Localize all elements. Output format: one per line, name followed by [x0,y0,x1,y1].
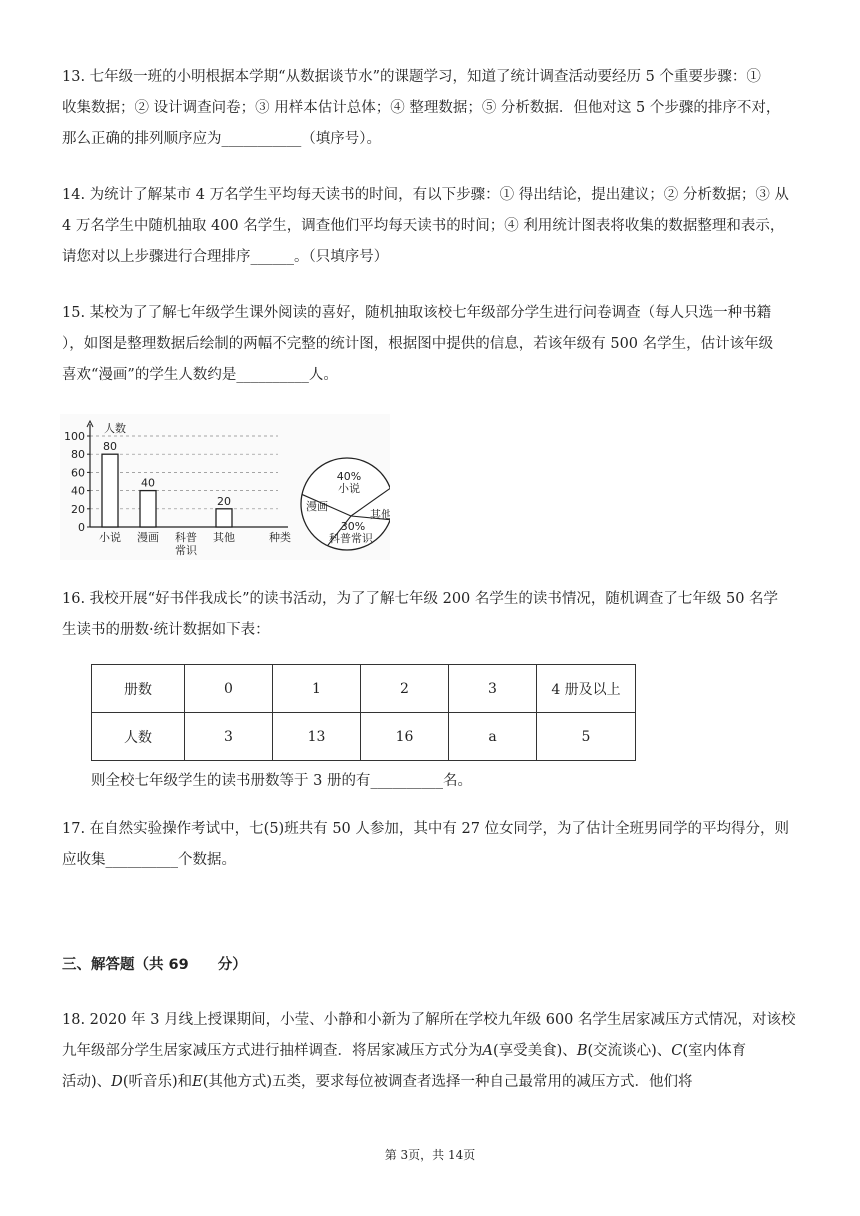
pie-value-label: 40% [336,470,362,483]
table-cell: 16 [361,713,449,761]
statistics-figure [60,414,390,560]
q15-line-3: 喜欢“漫画”的学生人数约是__________人。 [62,367,338,383]
option-d-letter: D [111,1074,123,1090]
pie-slice-label: 小说 [338,482,360,495]
q14-line-2: 4 万名学生中随机抽取 400 名学生，调查他们平均每天读书的时间；④ 利用统计图表将收集的数据整理和表示， [62,218,785,234]
bar-data-label: 80 [103,440,117,454]
q18-text: (享受美食)、 [492,1043,577,1059]
q18-line-3 [62,1067,802,1098]
question-13 [62,62,802,155]
q18-text: (室内体育 [682,1043,747,1059]
pie-slice-label: 科普常识 [329,532,373,545]
table-cell: 13 [273,713,361,761]
y-axis-label: 人数 [104,422,126,435]
table-cell: 2 [361,665,449,713]
charts-svg [60,414,390,560]
table-cell: 3 [449,665,537,713]
question-16 [62,584,802,646]
y-tick-label: 60 [71,466,85,480]
question-15 [62,298,802,391]
pie-slice-label: 漫画 [306,500,328,513]
q18-text: (其他方式)五类，要求每位被调查者选择一种自己最常用的减压方式．他们将 [202,1074,693,1090]
q13-line-2: 收集数据；② 设计调查问卷；③ 用样本估计总体；④ 整理数据；⑤ 分析数据．但他对这 5 个步骤的排序不对， [62,100,781,116]
q18-line-2 [62,1036,802,1067]
q15-line-2: ），如图是整理数据后绘制的两幅不完整的统计图，根据图中提供的信息，若该年级有 500 名学生，估计该年级 [62,336,774,352]
question-18 [62,1005,802,1098]
y-tick-label: 20 [71,502,85,516]
y-tick-label: 40 [71,484,85,498]
pie-value-label: 30% [340,520,366,533]
table-row [92,665,636,713]
question-14 [62,180,802,273]
y-tick-label: 0 [78,521,85,534]
bar-chart [64,421,291,557]
table-cell: 0 [185,665,273,713]
table-cell: 册数 [92,665,185,713]
question-17 [62,814,802,876]
section-heading: 三、解答题（共 69 分） [62,957,247,973]
q16-line-1: 16. 我校开展“好书伴我成长”的读书活动，为了了解七年级 200 名学生的读书情况，随机调查了七年级 50 名学 [62,591,779,607]
q17-line-1: 17. 在自然实验操作考试中，七(5)班共有 50 人参加，其中有 27 位女同学，为了估计全班男同学的平均得分，则 [62,821,790,837]
q16-question-text: 则全校七年级学生的读书册数等于 3 册的有__________名。 [91,773,472,789]
option-b-letter: B [576,1043,588,1059]
table-row [92,713,636,761]
q18-text: 九年级部分学生居家减压方式进行抽样调查．将居家减压方式分为 [62,1043,483,1059]
option-a-letter: A [482,1043,493,1059]
x-tick-label: 漫画 [137,531,159,544]
q14-line-3: 请您对以上步骤进行合理排序______。（只填序号） [62,249,389,265]
q18-text: (听音乐)和 [122,1074,193,1090]
table-cell: 4 册及以上 [537,665,636,713]
option-c-letter: C [671,1043,683,1059]
bar [140,491,156,527]
page-footer: 第 3页，共 14页 [384,1148,476,1162]
q14-line-1: 14. 为统计了解某市 4 万名学生平均每天读书的时间，有以下步骤：① 得出结论，提出建议；② 分析数据；③ 从 [62,187,789,203]
table-cell: 3 [185,713,273,761]
q18-text: 活动)、 [62,1074,112,1090]
y-tick-label: 80 [71,448,85,462]
table-cell: 1 [273,665,361,713]
q17-line-2: 应收集__________个数据。 [62,852,236,868]
table-cell: 人数 [92,713,185,761]
bar [102,454,118,527]
q13-line-1: 13. 七年级一班的小明根据本学期“从数据谈节水”的课题学习，知道了统计调查活动要经历 5 个重要步骤：① [62,69,761,85]
x-tick-label: 其他 [213,531,235,544]
bar-data-label: 40 [141,476,155,490]
reading-table [91,664,636,761]
y-tick-label: 100 [64,430,85,443]
table-cell: a [449,713,537,761]
bar-data-label: 20 [217,494,231,508]
x-tick-label: 常识 [175,544,197,557]
q15-line-1: 15. 某校为了了解七年级学生课外阅读的喜好，随机抽取该校七年级部分学生进行问卷调查（每人只选一种书籍 [62,305,772,321]
x-tick-label: 科普 [175,531,197,544]
pie-chart [301,458,390,550]
q18-line-1: 18. 2020 年 3 月线上授课期间，小莹、小静和小新为了解所在学校九年级 600 名学生居家减压方式情况，对该校 [62,1012,796,1028]
x-axis-label: 种类 [269,531,291,544]
pie-slice-label: 其他 [370,508,390,521]
x-tick-label: 小说 [99,531,121,544]
bar [216,509,232,527]
q18-text: (交流谈心)、 [587,1043,672,1059]
table-cell: 5 [537,713,636,761]
q13-line-3: 那么正确的排列顺序应为___________（填序号）。 [62,131,381,147]
q16-line-2: 生读书的册数·统计数据如下表： [62,622,270,638]
option-e-letter: E [192,1074,203,1090]
